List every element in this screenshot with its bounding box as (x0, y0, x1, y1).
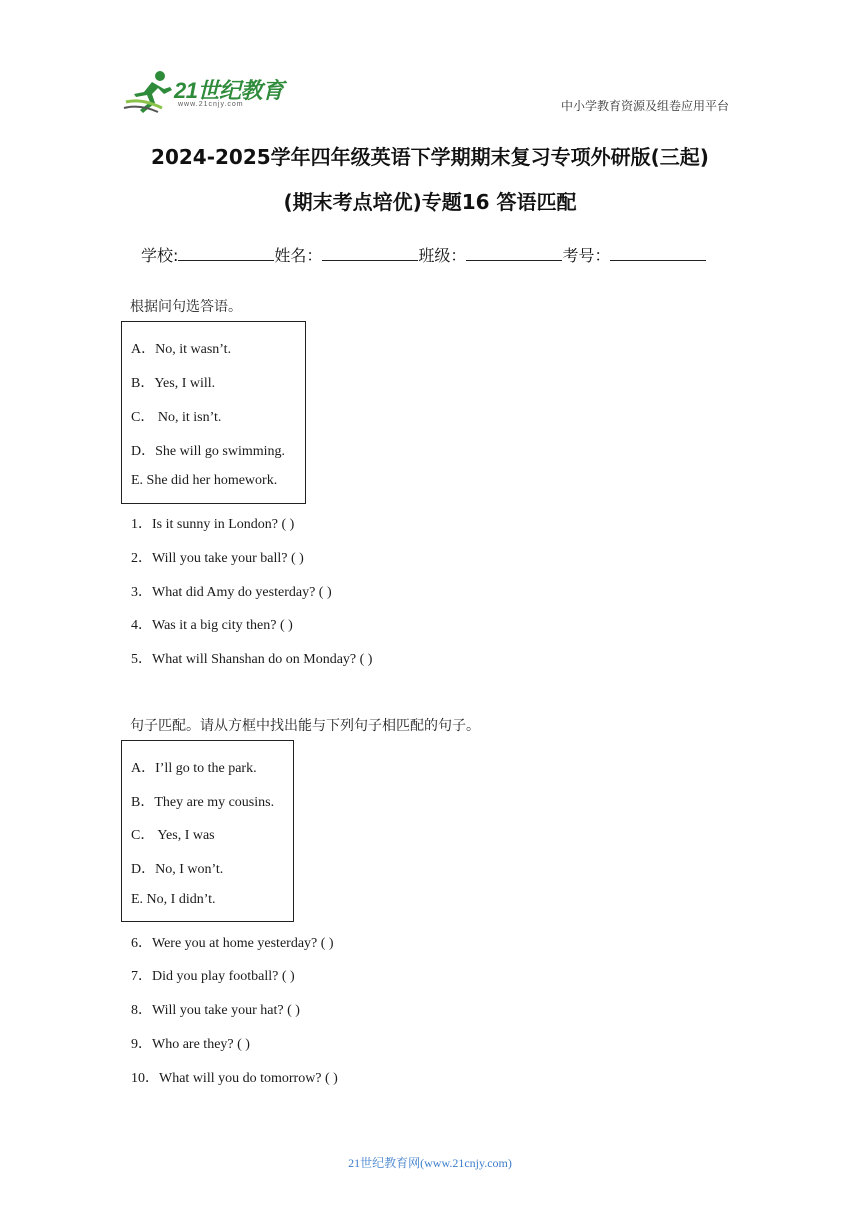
question-item: 6．Were you at home yesterday? ( ) (131, 936, 334, 951)
option-item: D．She will go swimming. (131, 444, 286, 459)
section2-options-box (121, 740, 294, 922)
section1-instruction: 根据问句选答语。 (130, 299, 242, 315)
question-item: 7．Did you play football? ( ) (131, 969, 295, 984)
option-item: A．No, it wasn’t. (131, 342, 232, 357)
question-item: 4．Was it a big city then? ( ) (131, 618, 293, 633)
option-item: B．They are my cousins. (131, 795, 275, 810)
class-label: 班级： (418, 246, 467, 265)
section1-options-box (121, 321, 306, 504)
student-info-row (141, 243, 706, 266)
option-item: D．No, I won’t. (131, 862, 224, 877)
logo-text: 21世纪教育 (174, 78, 284, 103)
page-subtitle: (期末考点培优)专题16 答语匹配 (283, 190, 577, 214)
question-item: 2．Will you take your ball? ( ) (131, 551, 304, 566)
option-item: A．I’ll go to the park. (131, 761, 257, 776)
name-label: 姓名： (274, 246, 323, 265)
option-item: E. No, I didn’t. (131, 892, 216, 907)
page-footer[interactable]: 21世纪教育网(www.21cnjy.com) (348, 1156, 512, 1170)
name-blank[interactable] (322, 246, 418, 261)
school-blank[interactable] (178, 246, 274, 261)
logo-url: www.21cnjy.com (178, 101, 244, 108)
question-item: 3．What did Amy do yesterday? ( ) (131, 585, 332, 600)
logo (122, 68, 292, 116)
option-item: C． No, it isn’t. (131, 410, 222, 425)
option-item: C． Yes, I was (131, 828, 215, 843)
question-item: 5．What will Shanshan do on Monday? ( ) (131, 652, 373, 667)
page-title: 2024-2025学年四年级英语下学期期末复习专项外研版(三起) (151, 145, 709, 169)
question-item: 10．What will you do tomorrow? ( ) (131, 1071, 338, 1086)
option-item: B．Yes, I will. (131, 376, 216, 391)
option-item: E. She did her homework. (131, 473, 278, 488)
exam-number-label: 考号： (562, 246, 611, 265)
platform-tagline: 中小学教育资源及组卷应用平台 (560, 99, 729, 113)
school-label: 学校: (141, 246, 179, 265)
section2-instruction: 句子匹配。请从方框中找出能与下列句子相匹配的句子。 (130, 718, 480, 734)
page-header (0, 0, 860, 120)
question-item: 1．Is it sunny in London? ( ) (131, 517, 295, 532)
exam-number-blank[interactable] (610, 246, 706, 261)
question-item: 8．Will you take your hat? ( ) (131, 1003, 300, 1018)
question-item: 9．Who are they? ( ) (131, 1037, 250, 1052)
runner-logo-icon (122, 68, 182, 116)
class-blank[interactable] (466, 246, 562, 261)
